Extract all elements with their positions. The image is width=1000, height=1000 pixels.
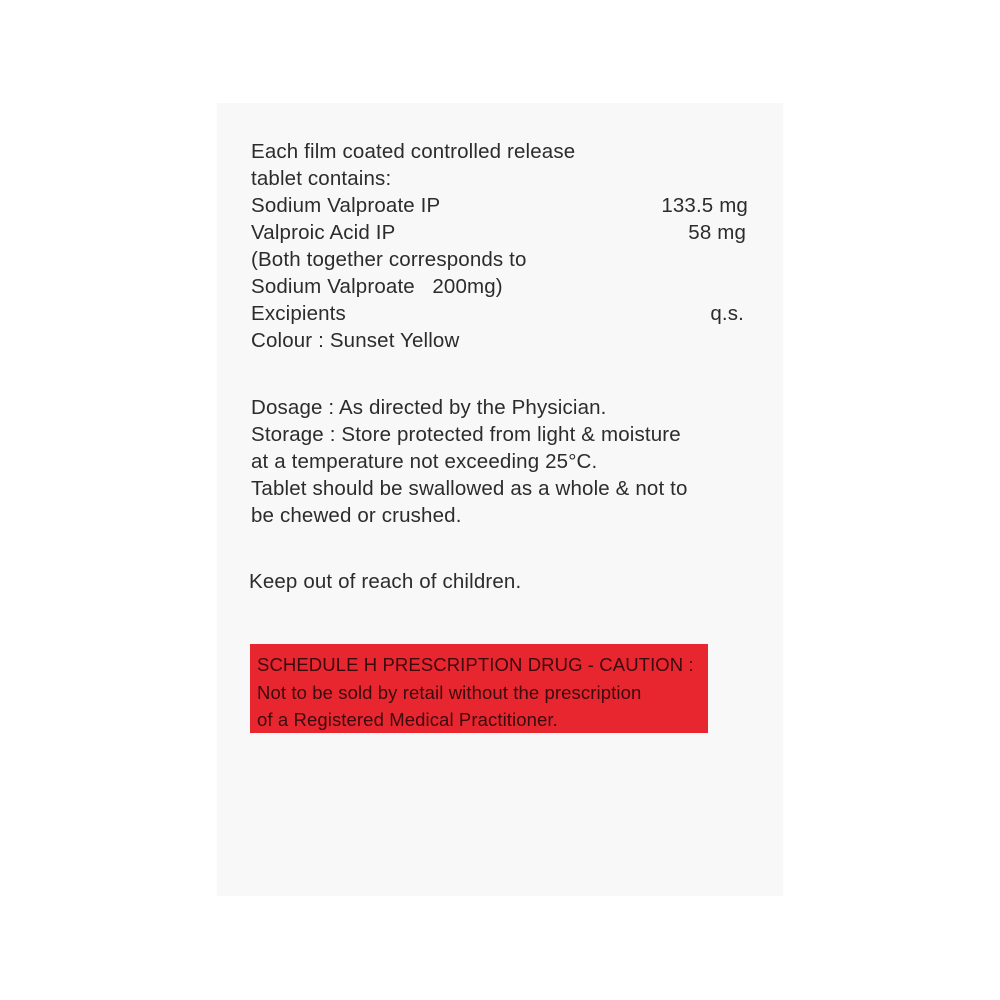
ingredient-amount: 133.5 mg — [661, 194, 748, 217]
ingredient-row — [251, 219, 748, 246]
dosage-line: Dosage : As directed by the Physician. — [251, 396, 607, 419]
excipients-row — [251, 300, 748, 327]
composition-heading-line1: Each film coated controlled release — [251, 140, 576, 163]
composition-note-line1: (Both together corresponds to — [251, 248, 527, 271]
composition-heading-line2: tablet contains: — [251, 167, 392, 190]
composition-note-line2: Sodium Valproate 200mg) — [251, 275, 503, 298]
swallow-line2: be chewed or crushed. — [251, 504, 462, 527]
colour-line: Colour : Sunset Yellow — [251, 329, 460, 352]
label-panel — [217, 103, 783, 896]
schedule-warning-line3: of a Registered Medical Practitioner. — [257, 709, 558, 730]
ingredient-amount: 58 mg — [688, 221, 746, 244]
children-warning: Keep out of reach of children. — [249, 570, 522, 593]
schedule-warning-line1: SCHEDULE H PRESCRIPTION DRUG - CAUTION : — [257, 654, 694, 675]
schedule-h-warning-box — [250, 644, 708, 733]
swallow-line1: Tablet should be swallowed as a whole & not to — [251, 477, 688, 500]
excipients-name: Excipients — [251, 302, 346, 325]
ingredient-row — [251, 192, 748, 219]
excipients-amount: q.s. — [710, 302, 744, 325]
storage-line1: Storage : Store protected from light & moisture — [251, 423, 681, 446]
ingredient-name: Sodium Valproate IP — [251, 194, 441, 217]
storage-line2: at a temperature not exceeding 25°C. — [251, 450, 598, 473]
ingredient-name: Valproic Acid IP — [251, 221, 396, 244]
schedule-warning-line2: Not to be sold by retail without the prescription — [257, 681, 642, 703]
